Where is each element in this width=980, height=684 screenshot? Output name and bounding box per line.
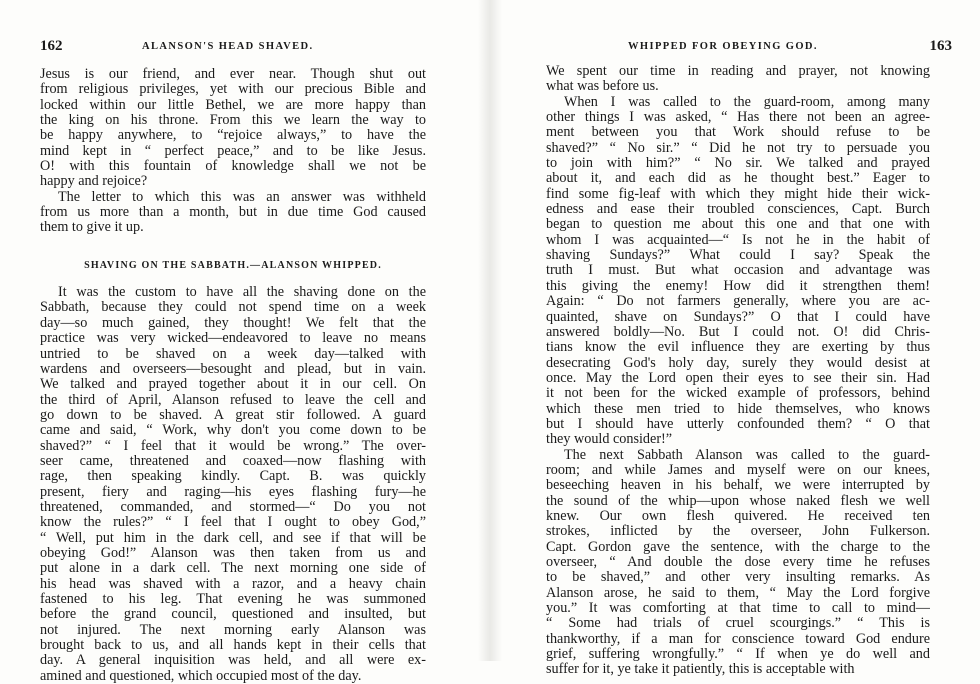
text-line: find some fig-leaf with which they might hide their wick-	[546, 186, 930, 202]
text-line: We spent our time in reading and prayer, not knowing	[546, 64, 930, 79]
text-line: from us more than a month, but in due time God caused	[40, 205, 426, 221]
text-line: practice was very wicked—endeavored to leave no means	[40, 331, 426, 347]
text-line: the third of April, Alanson refused to leave the cell and	[40, 392, 426, 408]
text-line: his head was shaved with a razor, and a heavy chain	[40, 576, 426, 592]
text-line: beseeching heaven in his behalf, we were interrupted by	[546, 478, 930, 494]
text-line: day. A general inquisition was held, and all were ex-	[40, 653, 426, 669]
text-line: to join with him?” “ No sir. We talked and prayed	[546, 156, 930, 172]
text-line: present, fiery and raging—his eyes flashing fury—he	[40, 484, 426, 500]
text-line: O! with this fountain of knowledge shall we not be	[40, 159, 426, 175]
paragraph	[546, 64, 930, 95]
left-page-body	[40, 67, 426, 684]
page-number: 162	[40, 38, 63, 54]
running-head: WHIPPED FOR OBEYING GOD.	[628, 41, 818, 52]
text-line: they would consider!”	[546, 432, 673, 448]
text-line: overseer, “ And double the dose every time he refuses	[546, 555, 930, 570]
text-line: room; and while James and myself were on our knees,	[546, 462, 930, 478]
text-line: grief, suffering wrongfully.” “ If when ye do well and	[546, 647, 930, 663]
paragraph	[40, 190, 426, 236]
text-line: which these men tried to hide themselves, who knows	[546, 401, 930, 417]
text-line: know the rules?” “ I feel that I ought to obey God,”	[40, 515, 426, 531]
text-line: untried to be shaved on a week day—talked with	[40, 346, 426, 362]
text-line: whom I was acquainted—“ Is not he in the habit of	[546, 232, 930, 248]
text-line: this giving the enemy! How did it strengthen them!	[546, 278, 930, 294]
text-line: shaving Sundays?” What could I say? Speak the	[546, 248, 930, 264]
text-line: day—so much gained, they thought! We felt that the	[40, 315, 426, 331]
section-subheading: SHAVING ON THE SABBATH.—ALANSON WHIPPED.	[84, 259, 382, 271]
text-line: shaved?” “ I feel that it would be wrong.” The over-	[40, 438, 426, 454]
text-line: about it, and each did as he thought best.” Eager to	[546, 171, 930, 187]
text-line: Jesus is our friend, and ever near. Though shut out	[40, 67, 426, 82]
text-line: fastened to his leg. That evening he was summoned	[40, 592, 426, 607]
text-line: “ Some had trials of cruel scourgings.” “ This is	[546, 616, 930, 632]
text-line: suffer for it, ye take it patiently, this is acceptable with	[546, 662, 855, 678]
text-line: began to question me about this one and that one with	[546, 217, 930, 233]
text-line: be happy anywhere, to “rejoice always,” to have the	[40, 128, 426, 144]
text-line: the sound of the whip—upon whose naked flesh we well	[546, 493, 930, 509]
text-line: obeying God!” Alanson was then taken from us and	[40, 545, 426, 561]
text-line: strokes, inflicted by the overseer, John Fulkerson.	[546, 524, 930, 540]
text-line: The next Sabbath Alanson was called to the guard-	[564, 447, 930, 463]
text-line: seer came, threatened and coaxed—now flashing with	[40, 453, 426, 469]
text-line: not injured. The next morning early Alanson was	[40, 622, 426, 638]
text-line: Sabbath, because they could not spend time on a week	[40, 300, 426, 316]
text-line: It was the custom to have all the shaving done on the	[58, 285, 426, 301]
right-page-header	[550, 38, 952, 56]
text-line: Again: “ Do not farmers generally, where you are ac-	[546, 294, 930, 310]
text-line: desecrating God's holy day, surely they would desist at	[546, 355, 930, 371]
text-line: The letter to which this was an answer was withheld	[58, 189, 426, 205]
text-line: go down to be shaved. A great stir followed. A guard	[40, 407, 426, 423]
text-line: truth I must. But what occasion and advantage was	[546, 263, 930, 279]
text-line: locked within our little Bethel, we are more happy than	[40, 97, 426, 113]
right-page	[490, 0, 980, 678]
paragraph	[546, 95, 930, 448]
text-line: We talked and prayed together about it in our cell. On	[40, 377, 426, 393]
text-line: mind kept in “ perfect peace,” and to be like Jesus.	[40, 143, 426, 159]
text-line: threatened, commanded, and stormed—“ Do you not	[40, 499, 426, 515]
text-line: amined and questioned, which occupied most of the day.	[40, 668, 362, 684]
text-line: edness and ease their troubled consciences, Capt. Burch	[546, 202, 930, 218]
text-line: answered boldly—No. But I could not. O! did Chris-	[546, 324, 930, 340]
text-line: before the grand council, questioned and insulted, but	[40, 607, 426, 623]
text-line: tians know the evil influence they are exerting by thus	[546, 340, 930, 356]
paragraph	[546, 448, 930, 678]
text-line: them to give it up.	[40, 220, 144, 236]
paragraph	[40, 285, 426, 684]
text-line: “ Well, put him in the dark cell, and see if that will be	[40, 530, 426, 546]
text-line: from religious privileges, yet with our precious Bible and	[40, 82, 426, 98]
running-head: ALANSON'S HEAD SHAVED.	[142, 41, 314, 52]
text-line: happy and rejoice?	[40, 174, 148, 190]
text-line: thankworthy, if a man for conscience toward God endure	[546, 631, 930, 647]
text-line: Alanson arose, he said to them, “ May the Lord forgive	[546, 585, 930, 601]
text-line: quainted, shave on Sundays?” O that I could have	[546, 309, 930, 325]
page-number: 163	[929, 38, 952, 54]
text-line: came and said, “ Work, why don't you come down to be	[40, 423, 426, 439]
text-line: brought back to us, and all hands kept in their cells that	[40, 638, 426, 654]
text-line: Capt. Gordon gave the sentence, with the charge to the	[546, 539, 930, 555]
text-line: but I should have utterly confounded them? “ O that	[546, 416, 930, 432]
text-line: the king on his throne. From this we learn the way to	[40, 113, 426, 129]
text-line: other things I was asked, “ Has there not been an agree-	[546, 110, 930, 126]
text-line: wardens and overseers—besought and plead, but in vain.	[40, 361, 426, 377]
text-line: put alone in a dark cell. The next morning one side of	[40, 561, 426, 577]
text-line: ment between you that Work should refuse to be	[546, 125, 930, 141]
text-line: once. May the Lord open their eyes to see their sin. Had	[546, 370, 930, 386]
text-line: rage, then speaking kindly. Capt. B. was quickly	[40, 469, 426, 485]
text-line: to be shaved,” and other very insulting remarks. As	[546, 570, 930, 586]
text-line: what was before us.	[546, 79, 659, 95]
left-page-header	[40, 38, 430, 56]
text-line: it not been for the wicked example of professors, behind	[546, 386, 930, 402]
paragraph	[40, 67, 426, 190]
right-page-body	[546, 64, 930, 678]
text-line: shaved?” “ No sir.” “ Did he not try to persuade you	[546, 140, 930, 156]
text-line: When I was called to the guard-room, among many	[564, 94, 930, 110]
text-line: you.” It was comforting at that time to call to mind—	[546, 601, 930, 617]
text-line: knew. Our own flesh quivered. He received ten	[546, 508, 930, 524]
